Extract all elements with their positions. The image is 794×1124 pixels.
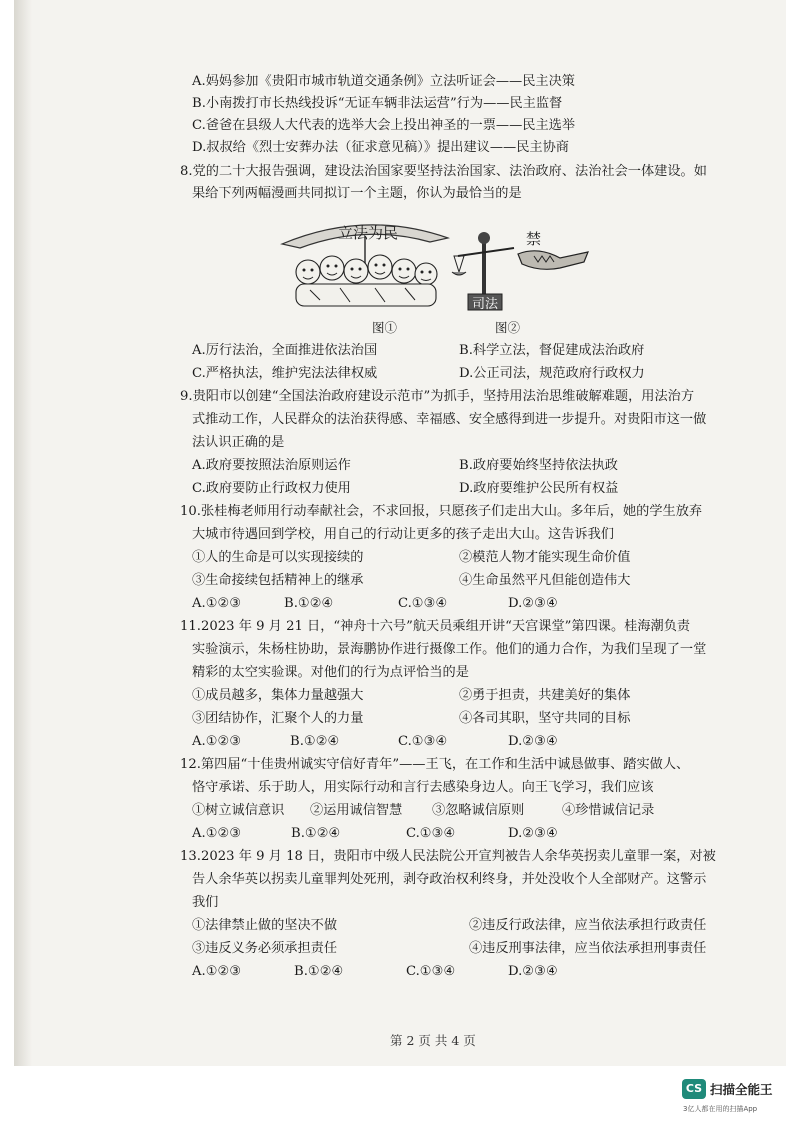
q12-stem-line1: 12.第四届“十佳贵州诚实守信好青年”——王飞，在工作和生活中诚恳做事、踏实做人、 — [180, 757, 690, 772]
q13-statement-1: ①法律禁止做的坚决不做 — [192, 918, 338, 933]
q9-stem-line3: 法认识正确的是 — [192, 435, 285, 450]
q11-choice-a: A.①②③ — [192, 734, 242, 749]
q8-option-d: D.公正司法，规范政府行政权力 — [459, 366, 645, 381]
q11-choice-b: B.①②④ — [290, 734, 340, 749]
q9-option-b: B.政府要始终坚持依法执政 — [459, 458, 618, 473]
q10-choice-b: B.①②④ — [284, 596, 334, 611]
q11-statement-2: ②勇于担责，共建美好的集体 — [459, 688, 631, 703]
q13-stem-line1: 13.2023 年 9 月 18 日，贵阳市中级人民法院公开宣判被告人余华英拐卖儿童罪一案，对被 — [180, 849, 716, 864]
fig2-caption: 图② — [495, 320, 521, 335]
q12-choice-b: B.①②④ — [291, 826, 341, 841]
q12-stem-line2: 恪守承诺、乐于助人，用实际行动和言行去感染身边人。向王飞学习，我们应该 — [192, 780, 654, 795]
q12-statement-3: ③忽略诚信原则 — [432, 803, 525, 818]
q11-statement-3: ③团结协作，汇聚个人的力量 — [192, 711, 364, 726]
q13-statement-2: ②违反行政法律，应当依法承担行政责任 — [469, 918, 707, 933]
q11-statement-1: ①成员越多，集体力量越强大 — [192, 688, 364, 703]
q9-option-c: C.政府要防止行政权力使用 — [192, 481, 351, 496]
q11-choice-c: C.①③④ — [398, 734, 448, 749]
q7-option-b: B.小南拨打市长热线投诉“无证车辆非法运营”行为——民主监督 — [192, 96, 563, 111]
q13-statement-4: ④违反刑事法律，应当依法承担刑事责任 — [469, 941, 707, 956]
fig1-banner: 立法为民 — [338, 224, 399, 242]
fig1-caption: 图① — [372, 320, 398, 335]
q13-choice-c: C.①③④ — [406, 964, 456, 979]
camscanner-tagline: 3亿人都在用的扫描App — [683, 1105, 758, 1113]
q11-choice-d: D.②③④ — [508, 734, 558, 749]
camscanner-logo-icon: CS — [682, 1079, 706, 1099]
q11-statement-4: ④各司其职，坚守共同的目标 — [459, 711, 631, 726]
q12-choice-a: A.①②③ — [192, 826, 242, 841]
q10-choice-c: C.①③④ — [398, 596, 448, 611]
camscanner-name: 扫描全能王 — [710, 1082, 773, 1097]
q13-stem-line2: 告人余华英以拐卖儿童罪判处死刑，剥夺政治权利终身，并处没收个人全部财产。这警示 — [192, 872, 707, 887]
q13-choice-b: B.①②④ — [294, 964, 344, 979]
q10-choice-a: A.①②③ — [192, 596, 242, 611]
q7-option-d: D.叔叔给《烈士安葬办法（征求意见稿）》提出建议——民主协商 — [192, 140, 569, 155]
q8-stem-line1: 8.党的二十大报告强调，建设法治国家要坚持法治国家、法治政府、法治社会一体建设。如 — [180, 164, 707, 179]
q10-stem-line2: 大城市待遇回到学校，用自己的行动让更多的孩子走出大山。这告诉我们 — [192, 527, 614, 542]
q10-stem-line1: 10.张桂梅老师用行动奉献社会，不求回报，只愿孩子们走出大山。多年后，她的学生放弃 — [180, 504, 703, 519]
q7-option-c: C.爸爸在县级人大代表的选举大会上投出神圣的一票——民主选举 — [192, 118, 576, 133]
cartoon-figure-2 — [448, 228, 598, 314]
fig2-label: 司法 — [472, 297, 499, 312]
exam-page — [14, 0, 786, 1066]
q12-choice-d: D.②③④ — [508, 826, 558, 841]
q12-statement-4: ④珍惜诚信记录 — [562, 803, 655, 818]
q9-option-d: D.政府要维护公民所有权益 — [459, 481, 619, 496]
q8-option-b: B.科学立法，督促建成法治政府 — [459, 343, 645, 358]
q11-stem-line2: 实验演示，朱杨柱协助，景海鹏协作进行摄像工作。他们的通力合作，为我们呈现了一堂 — [192, 642, 707, 657]
q13-choice-d: D.②③④ — [508, 964, 558, 979]
q9-option-a: A.政府要按照法治原则运作 — [192, 458, 351, 473]
q8-option-c: C.严格执法，维护宪法法律权威 — [192, 366, 378, 381]
q12-statement-1: ①树立诚信意识 — [192, 803, 285, 818]
q12-statement-2: ②运用诚信智慧 — [310, 803, 403, 818]
q9-stem-line1: 9.贵阳市以创建“全国法治政府建设示范市”为抓手，坚持用法治思维破解难题，用法治方 — [180, 389, 694, 404]
q10-statement-1: ①人的生命是可以实现接续的 — [192, 550, 364, 565]
q10-choice-d: D.②③④ — [508, 596, 558, 611]
q11-stem-line3: 精彩的太空实验课。对他们的行为点评恰当的是 — [192, 665, 469, 680]
q7-option-a: A.妈妈参加《贵阳市城市轨道交通条例》立法听证会——民主决策 — [192, 74, 575, 89]
cartoon-figure-1 — [280, 214, 450, 314]
q9-stem-line2: 式推动工作，人民群众的法治获得感、幸福感、安全感得到进一步提升。对贵阳市这一做 — [192, 412, 707, 427]
q13-choice-a: A.①②③ — [192, 964, 242, 979]
q13-statement-3: ③违反义务必须承担责任 — [192, 941, 338, 956]
q10-statement-2: ②模范人物才能实现生命价值 — [459, 550, 631, 565]
fig2-sign: 禁 — [526, 230, 542, 248]
q8-stem-line2: 果给下列两幅漫画共同拟订一个主题，你认为最恰当的是 — [192, 186, 522, 201]
q12-choice-c: C.①③④ — [406, 826, 456, 841]
q13-stem-line3: 我们 — [192, 895, 219, 910]
q11-stem-line1: 11.2023 年 9 月 21 日，“神舟十六号”航天员乘组开讲“天宫课堂”第四课。桂海潮负责 — [180, 619, 691, 634]
q10-statement-3: ③生命接续包括精神上的继承 — [192, 573, 364, 588]
page-footer: 第 2 页 共 4 页 — [390, 1033, 476, 1048]
q10-statement-4: ④生命虽然平凡但能创造伟大 — [459, 573, 631, 588]
q8-option-a: A.厉行法治，全面推进依法治国 — [192, 343, 378, 358]
